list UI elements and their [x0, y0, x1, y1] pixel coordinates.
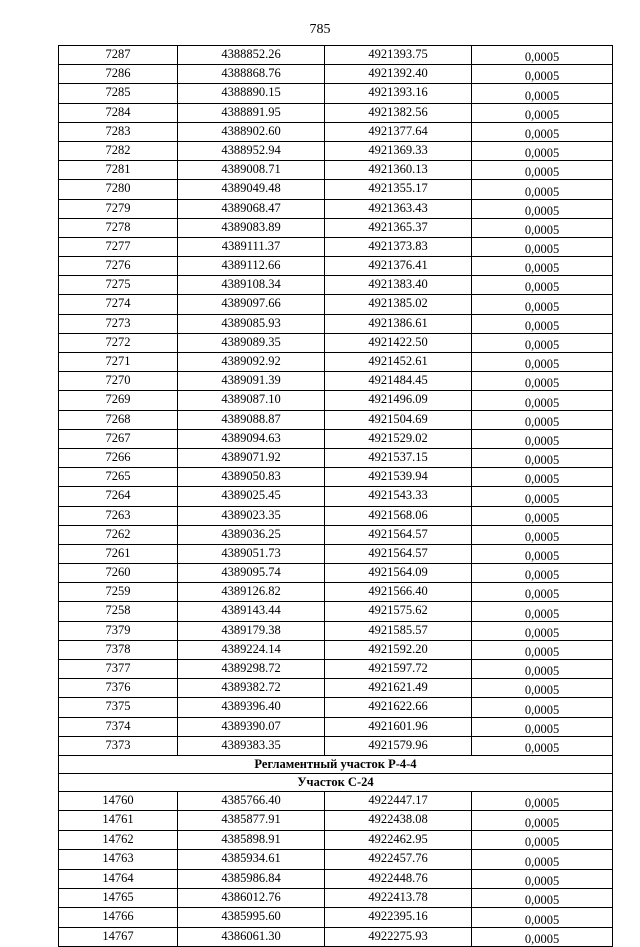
table-row	[59, 84, 613, 103]
point-number-cell: 7279	[59, 199, 178, 218]
accuracy-cell: 0,0005	[472, 698, 613, 717]
y-coordinate-cell: 4921622.66	[325, 698, 472, 717]
table-row	[59, 525, 613, 544]
point-number-cell: 7259	[59, 583, 178, 602]
y-coordinate-cell: 4921621.49	[325, 679, 472, 698]
point-number-cell: 7375	[59, 698, 178, 717]
accuracy-cell: 0,0005	[472, 199, 613, 218]
coordinates-table	[58, 45, 613, 947]
y-coordinate-cell: 4921382.56	[325, 103, 472, 122]
y-coordinate-cell: 4921597.72	[325, 660, 472, 679]
accuracy-cell: 0,0005	[472, 908, 613, 927]
x-coordinate-cell: 4388852.26	[178, 46, 325, 65]
table-row	[59, 122, 613, 141]
table-row	[59, 927, 613, 946]
point-number-cell: 7265	[59, 468, 178, 487]
table-row	[59, 429, 613, 448]
table-row	[59, 141, 613, 160]
y-coordinate-cell: 4921564.09	[325, 564, 472, 583]
point-number-cell: 7277	[59, 237, 178, 256]
point-number-cell: 7285	[59, 84, 178, 103]
y-coordinate-cell: 4922457.76	[325, 850, 472, 869]
y-coordinate-cell: 4921360.13	[325, 161, 472, 180]
table-row	[59, 698, 613, 717]
accuracy-cell: 0,0005	[472, 602, 613, 621]
table-row	[59, 199, 613, 218]
x-coordinate-cell: 4388952.94	[178, 141, 325, 160]
point-number-cell: 7272	[59, 333, 178, 352]
y-coordinate-cell: 4921575.62	[325, 602, 472, 621]
y-coordinate-cell: 4921452.61	[325, 353, 472, 372]
accuracy-cell: 0,0005	[472, 811, 613, 830]
point-number-cell: 7263	[59, 506, 178, 525]
section-row	[59, 755, 613, 773]
y-coordinate-cell: 4921355.17	[325, 180, 472, 199]
table-body-points	[59, 46, 613, 756]
table-row	[59, 811, 613, 830]
table-row	[59, 621, 613, 640]
x-coordinate-cell: 4389143.44	[178, 602, 325, 621]
table-body-points-c24	[59, 791, 613, 946]
table-row	[59, 830, 613, 849]
accuracy-cell: 0,0005	[472, 830, 613, 849]
x-coordinate-cell: 4389390.07	[178, 717, 325, 736]
y-coordinate-cell: 4921539.94	[325, 468, 472, 487]
accuracy-cell: 0,0005	[472, 429, 613, 448]
point-number-cell: 7378	[59, 640, 178, 659]
point-number-cell: 7379	[59, 621, 178, 640]
y-coordinate-cell: 4921376.41	[325, 257, 472, 276]
accuracy-cell: 0,0005	[472, 46, 613, 65]
table-row	[59, 353, 613, 372]
accuracy-cell: 0,0005	[472, 468, 613, 487]
y-coordinate-cell: 4921373.83	[325, 237, 472, 256]
accuracy-cell: 0,0005	[472, 141, 613, 160]
point-number-cell: 7276	[59, 257, 178, 276]
x-coordinate-cell: 4389085.93	[178, 314, 325, 333]
x-coordinate-cell: 4389025.45	[178, 487, 325, 506]
x-coordinate-cell: 4389179.38	[178, 621, 325, 640]
point-number-cell: 7374	[59, 717, 178, 736]
accuracy-cell: 0,0005	[472, 237, 613, 256]
y-coordinate-cell: 4921592.20	[325, 640, 472, 659]
point-number-cell: 7270	[59, 372, 178, 391]
table-row	[59, 218, 613, 237]
point-number-cell: 7282	[59, 141, 178, 160]
accuracy-cell: 0,0005	[472, 640, 613, 659]
accuracy-cell: 0,0005	[472, 869, 613, 888]
point-number-cell: 7273	[59, 314, 178, 333]
x-coordinate-cell: 4389095.74	[178, 564, 325, 583]
accuracy-cell: 0,0005	[472, 84, 613, 103]
accuracy-cell: 0,0005	[472, 679, 613, 698]
x-coordinate-cell: 4388891.95	[178, 103, 325, 122]
table-row	[59, 468, 613, 487]
accuracy-cell: 0,0005	[472, 487, 613, 506]
accuracy-cell: 0,0005	[472, 525, 613, 544]
point-number-cell: 7262	[59, 525, 178, 544]
point-number-cell: 7286	[59, 65, 178, 84]
y-coordinate-cell: 4921392.40	[325, 65, 472, 84]
accuracy-cell: 0,0005	[472, 621, 613, 640]
coordinates-table-container	[58, 45, 608, 947]
y-coordinate-cell: 4921529.02	[325, 429, 472, 448]
point-number-cell: 14766	[59, 908, 178, 927]
x-coordinate-cell: 4388902.60	[178, 122, 325, 141]
x-coordinate-cell: 4389089.35	[178, 333, 325, 352]
y-coordinate-cell: 4921504.69	[325, 410, 472, 429]
point-number-cell: 7284	[59, 103, 178, 122]
point-number-cell: 7274	[59, 295, 178, 314]
table-row	[59, 850, 613, 869]
x-coordinate-cell: 4389126.82	[178, 583, 325, 602]
y-coordinate-cell: 4922462.95	[325, 830, 472, 849]
y-coordinate-cell: 4921564.57	[325, 544, 472, 563]
accuracy-cell: 0,0005	[472, 506, 613, 525]
point-number-cell: 7278	[59, 218, 178, 237]
x-coordinate-cell: 4389111.37	[178, 237, 325, 256]
table-row	[59, 640, 613, 659]
accuracy-cell: 0,0005	[472, 180, 613, 199]
accuracy-cell: 0,0005	[472, 564, 613, 583]
accuracy-cell: 0,0005	[472, 65, 613, 84]
table-row	[59, 908, 613, 927]
point-number-cell: 7266	[59, 448, 178, 467]
point-number-cell: 7258	[59, 602, 178, 621]
accuracy-cell: 0,0005	[472, 276, 613, 295]
y-coordinate-cell: 4921422.50	[325, 333, 472, 352]
table-row	[59, 391, 613, 410]
accuracy-cell: 0,0005	[472, 103, 613, 122]
y-coordinate-cell: 4921365.37	[325, 218, 472, 237]
table-row	[59, 276, 613, 295]
accuracy-cell: 0,0005	[472, 888, 613, 907]
x-coordinate-cell: 4389023.35	[178, 506, 325, 525]
x-coordinate-cell: 4389382.72	[178, 679, 325, 698]
x-coordinate-cell: 4389224.14	[178, 640, 325, 659]
accuracy-cell: 0,0005	[472, 353, 613, 372]
x-coordinate-cell: 4389097.66	[178, 295, 325, 314]
point-number-cell: 14763	[59, 850, 178, 869]
table-row	[59, 487, 613, 506]
y-coordinate-cell: 4921383.40	[325, 276, 472, 295]
accuracy-cell: 0,0005	[472, 314, 613, 333]
table-row	[59, 869, 613, 888]
y-coordinate-cell: 4921566.40	[325, 583, 472, 602]
x-coordinate-cell: 4389083.89	[178, 218, 325, 237]
y-coordinate-cell: 4922447.17	[325, 791, 472, 810]
point-number-cell: 7267	[59, 429, 178, 448]
table-row	[59, 103, 613, 122]
point-number-cell: 14761	[59, 811, 178, 830]
accuracy-cell: 0,0005	[472, 736, 613, 755]
x-coordinate-cell: 4389071.92	[178, 448, 325, 467]
x-coordinate-cell: 4389008.71	[178, 161, 325, 180]
table-row	[59, 237, 613, 256]
y-coordinate-cell: 4921377.64	[325, 122, 472, 141]
x-coordinate-cell: 4389051.73	[178, 544, 325, 563]
table-row	[59, 65, 613, 84]
point-number-cell: 7261	[59, 544, 178, 563]
x-coordinate-cell: 4389091.39	[178, 372, 325, 391]
table-row	[59, 180, 613, 199]
point-number-cell: 7271	[59, 353, 178, 372]
x-coordinate-cell: 4389112.66	[178, 257, 325, 276]
x-coordinate-cell: 4389068.47	[178, 199, 325, 218]
accuracy-cell: 0,0005	[472, 410, 613, 429]
accuracy-cell: 0,0005	[472, 850, 613, 869]
y-coordinate-cell: 4921585.57	[325, 621, 472, 640]
point-number-cell: 14765	[59, 888, 178, 907]
point-number-cell: 7373	[59, 736, 178, 755]
point-number-cell: 14762	[59, 830, 178, 849]
y-coordinate-cell: 4921568.06	[325, 506, 472, 525]
table-row	[59, 736, 613, 755]
point-number-cell: 7281	[59, 161, 178, 180]
table-row	[59, 660, 613, 679]
y-coordinate-cell: 4922395.16	[325, 908, 472, 927]
accuracy-cell: 0,0005	[472, 791, 613, 810]
accuracy-cell: 0,0005	[472, 544, 613, 563]
table-row	[59, 161, 613, 180]
accuracy-cell: 0,0005	[472, 161, 613, 180]
x-coordinate-cell: 4385986.84	[178, 869, 325, 888]
y-coordinate-cell: 4921543.33	[325, 487, 472, 506]
x-coordinate-cell: 4386012.76	[178, 888, 325, 907]
table-row	[59, 410, 613, 429]
y-coordinate-cell: 4921393.16	[325, 84, 472, 103]
table-row	[59, 506, 613, 525]
table-row	[59, 564, 613, 583]
table-row	[59, 314, 613, 333]
point-number-cell: 7269	[59, 391, 178, 410]
y-coordinate-cell: 4921537.15	[325, 448, 472, 467]
point-number-cell: 7280	[59, 180, 178, 199]
x-coordinate-cell: 4389094.63	[178, 429, 325, 448]
x-coordinate-cell: 4388868.76	[178, 65, 325, 84]
subsection-row	[59, 773, 613, 791]
table-row	[59, 448, 613, 467]
table-row	[59, 372, 613, 391]
table-row	[59, 583, 613, 602]
point-number-cell: 7376	[59, 679, 178, 698]
table-body-sections	[59, 755, 613, 791]
point-number-cell: 14764	[59, 869, 178, 888]
y-coordinate-cell: 4921564.57	[325, 525, 472, 544]
y-coordinate-cell: 4921386.61	[325, 314, 472, 333]
accuracy-cell: 0,0005	[472, 333, 613, 352]
point-number-cell: 14767	[59, 927, 178, 946]
y-coordinate-cell: 4921601.96	[325, 717, 472, 736]
section-title: Регламентный участок Р-4-4	[59, 755, 613, 773]
table-row	[59, 257, 613, 276]
y-coordinate-cell: 4922448.76	[325, 869, 472, 888]
x-coordinate-cell: 4389036.25	[178, 525, 325, 544]
point-number-cell: 7287	[59, 46, 178, 65]
point-number-cell: 7268	[59, 410, 178, 429]
x-coordinate-cell: 4386061.30	[178, 927, 325, 946]
accuracy-cell: 0,0005	[472, 583, 613, 602]
table-row	[59, 717, 613, 736]
x-coordinate-cell: 4385934.61	[178, 850, 325, 869]
y-coordinate-cell: 4921385.02	[325, 295, 472, 314]
accuracy-cell: 0,0005	[472, 448, 613, 467]
point-number-cell: 7275	[59, 276, 178, 295]
point-number-cell: 7260	[59, 564, 178, 583]
table-row	[59, 888, 613, 907]
point-number-cell: 14760	[59, 791, 178, 810]
x-coordinate-cell: 4389049.48	[178, 180, 325, 199]
x-coordinate-cell: 4389396.40	[178, 698, 325, 717]
table-row	[59, 791, 613, 810]
point-number-cell: 7283	[59, 122, 178, 141]
point-number-cell: 7264	[59, 487, 178, 506]
point-number-cell: 7377	[59, 660, 178, 679]
page-number: 785	[309, 22, 331, 37]
accuracy-cell: 0,0005	[472, 218, 613, 237]
x-coordinate-cell: 4389298.72	[178, 660, 325, 679]
y-coordinate-cell: 4921363.43	[325, 199, 472, 218]
x-coordinate-cell: 4389050.83	[178, 468, 325, 487]
x-coordinate-cell: 4389108.34	[178, 276, 325, 295]
accuracy-cell: 0,0005	[472, 122, 613, 141]
table-row	[59, 46, 613, 65]
accuracy-cell: 0,0005	[472, 391, 613, 410]
x-coordinate-cell: 4385766.40	[178, 791, 325, 810]
accuracy-cell: 0,0005	[472, 927, 613, 946]
x-coordinate-cell: 4385995.60	[178, 908, 325, 927]
accuracy-cell: 0,0005	[472, 717, 613, 736]
y-coordinate-cell: 4921393.75	[325, 46, 472, 65]
y-coordinate-cell: 4922413.78	[325, 888, 472, 907]
x-coordinate-cell: 4389092.92	[178, 353, 325, 372]
accuracy-cell: 0,0005	[472, 372, 613, 391]
y-coordinate-cell: 4921369.33	[325, 141, 472, 160]
table-row	[59, 602, 613, 621]
x-coordinate-cell: 4388890.15	[178, 84, 325, 103]
y-coordinate-cell: 4921496.09	[325, 391, 472, 410]
y-coordinate-cell: 4921579.96	[325, 736, 472, 755]
x-coordinate-cell: 4385898.91	[178, 830, 325, 849]
y-coordinate-cell: 4922275.93	[325, 927, 472, 946]
y-coordinate-cell: 4921484.45	[325, 372, 472, 391]
table-row	[59, 544, 613, 563]
x-coordinate-cell: 4389383.35	[178, 736, 325, 755]
x-coordinate-cell: 4389088.87	[178, 410, 325, 429]
y-coordinate-cell: 4922438.08	[325, 811, 472, 830]
accuracy-cell: 0,0005	[472, 660, 613, 679]
table-row	[59, 679, 613, 698]
x-coordinate-cell: 4389087.10	[178, 391, 325, 410]
subsection-title: Участок С-24	[59, 773, 613, 791]
x-coordinate-cell: 4385877.91	[178, 811, 325, 830]
accuracy-cell: 0,0005	[472, 257, 613, 276]
accuracy-cell: 0,0005	[472, 295, 613, 314]
table-row	[59, 333, 613, 352]
table-row	[59, 295, 613, 314]
